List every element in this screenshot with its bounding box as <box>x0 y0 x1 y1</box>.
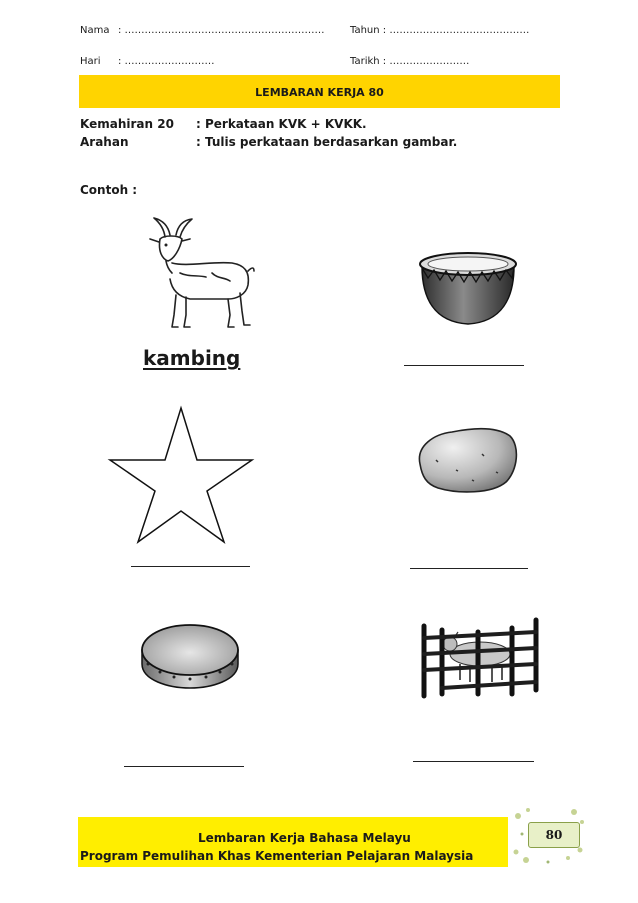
footer-line-1: Lembaran Kerja Bahasa Melayu <box>198 831 411 845</box>
tahun-field[interactable]: Tahun : …………………………………… <box>350 25 530 36</box>
answer-line-2[interactable] <box>131 566 250 567</box>
nama-blank[interactable]: : …………………………………………………… <box>118 25 325 36</box>
page-number-badge <box>528 822 580 848</box>
hari-blank[interactable]: : ……………………… <box>118 56 215 67</box>
worksheet-banner <box>79 75 560 108</box>
cattle-pen-icon <box>418 614 546 700</box>
answer-line-3[interactable] <box>410 568 528 569</box>
answer-line-4[interactable] <box>124 766 244 767</box>
hari-label: Hari <box>80 56 101 67</box>
footer-line-2: Program Pemulihan Khas Kementerian Pelajaran Malaysia <box>80 849 474 863</box>
arahan-label: Arahan <box>80 135 129 149</box>
answer-line-1[interactable] <box>404 365 524 366</box>
drum-icon <box>416 248 520 328</box>
worksheet-title: LEMBARAN KERJA 80 <box>255 86 384 99</box>
goat-drawing <box>132 215 272 335</box>
nama-label: Nama <box>80 25 110 36</box>
footer-banner <box>78 817 508 867</box>
kemahiran-value: : Perkataan KVK + KVKK. <box>196 117 367 131</box>
example-word: kambing <box>143 346 241 370</box>
contoh-label: Contoh : <box>80 183 138 197</box>
potato-icon <box>412 424 522 496</box>
arahan-value: : Tulis perkataan berdasarkan gambar. <box>196 135 458 149</box>
kemahiran-label: Kemahiran 20 <box>80 117 174 131</box>
tarikh-field[interactable]: Tarikh : …………………… <box>350 56 470 67</box>
tambourine-icon <box>138 620 242 690</box>
page-number: 80 <box>545 828 563 842</box>
answer-line-5[interactable] <box>413 761 534 762</box>
star-outline <box>106 404 256 544</box>
goat-eye <box>165 244 168 247</box>
